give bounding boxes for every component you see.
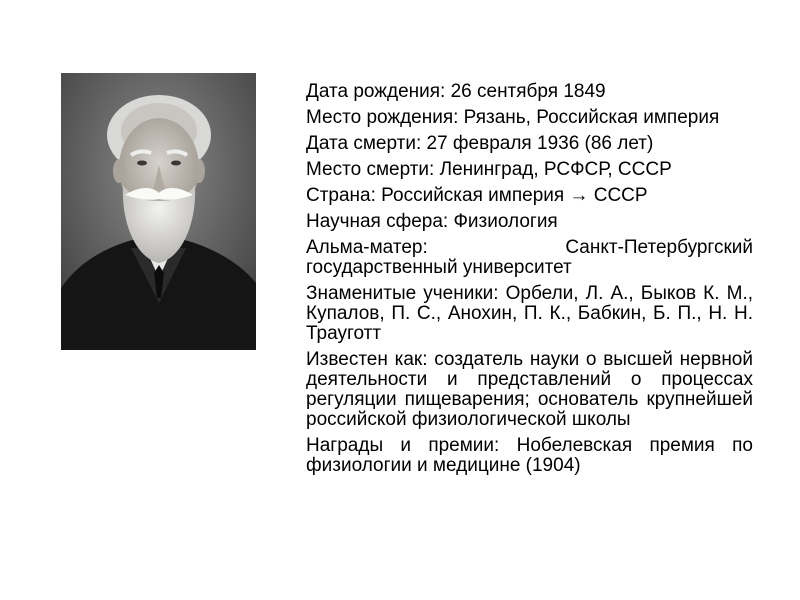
fact-known-for: Известен как: создатель науки о высшей нервной деятельности и представлений о процессах регуляции пищеварения; основатель крупнейшей российской физиологической школы xyxy=(306,349,753,430)
biography-facts-list xyxy=(306,82,753,482)
fact-birth-date: Дата рождения: 26 сентября 1849 xyxy=(306,81,606,102)
fact-death-date: Дата смерти: 27 февраля 1936 (86 лет) xyxy=(306,133,654,154)
fact-birth-place: Место рождения: Рязань, Российская империя xyxy=(306,107,720,128)
fact-awards: Награды и премии: Нобелевская премия по физиологии и медицине (1904) xyxy=(306,435,753,476)
fact-scientific-field: Научная сфера: Физиология xyxy=(306,211,558,232)
fact-notable-students: Знаменитые ученики: Орбели, Л. А., Быков К. М., Купалов, П. С., Анохин, П. К., Бабкин, Б. П., Н. Н. Трауготт xyxy=(306,283,753,344)
fact-death-place: Место смерти: Ленинград, РСФСР, СССР xyxy=(306,159,672,180)
portrait-image xyxy=(61,73,256,350)
fact-country: Страна: Российская империя → СССР xyxy=(306,185,648,206)
fact-alma-mater: Альма-матер: Санкт-Петербургский государственный университет xyxy=(306,237,753,278)
portrait-photo xyxy=(61,73,256,350)
